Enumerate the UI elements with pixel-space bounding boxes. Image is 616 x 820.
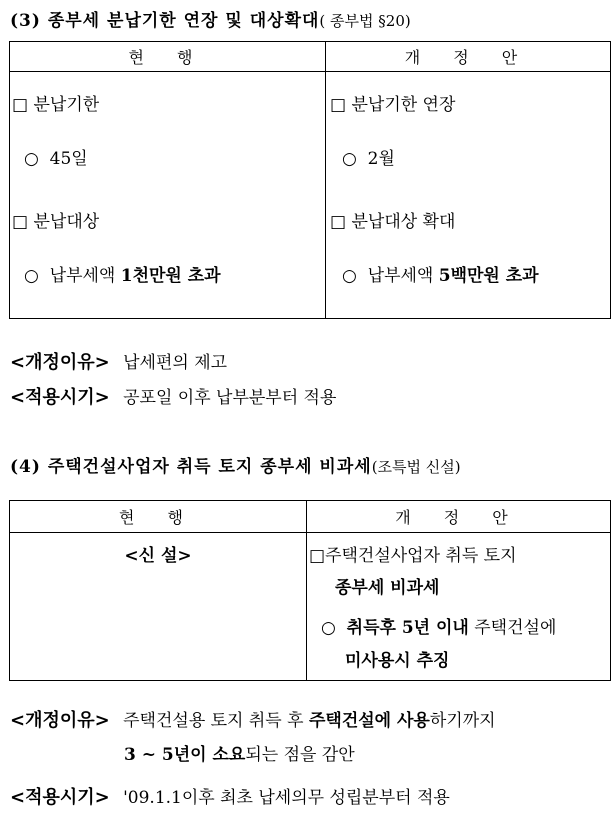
section4-reason-label: <개정이유> <box>10 710 110 731</box>
section3-current-item2-amount: 1천만원 초과 <box>120 266 221 286</box>
section4-revised-item-line2: 종부세 비과세 <box>335 578 440 598</box>
section4-header-current: 현 행 <box>10 501 307 533</box>
section3-revised-item2-prefix: 납부세액 <box>367 266 439 286</box>
section3-title: (3) 종부세 분납기한 연장 및 대상확대( 종부법 §20) <box>10 11 411 31</box>
section4-reason-text-e: 되는 점을 감안 <box>245 745 355 765</box>
section4-revised-cell <box>307 533 611 681</box>
square-bullet-icon: □ <box>309 546 326 566</box>
square-bullet-icon: □ <box>330 212 347 232</box>
circle-bullet-icon: ○ <box>342 149 357 169</box>
section4-header-revised: 개 정 안 <box>307 501 611 533</box>
section4-reason-text-b: 주택건설에 사용 <box>308 711 430 731</box>
section3-apply <box>10 383 336 409</box>
section3-comparison-table <box>9 41 611 319</box>
section4-revised-item-line1: 주택건설사업자 취득 토지 <box>325 546 517 566</box>
section3-header-current: 현 행 <box>10 42 326 72</box>
section4-reason-text-c: 하기까지 <box>429 711 496 731</box>
section3-reason-label: <개정이유> <box>10 352 110 373</box>
section3-header-revised: 개 정 안 <box>326 42 611 72</box>
square-bullet-icon: □ <box>12 212 29 232</box>
section3-current-item1-detail: 45일 <box>49 149 88 169</box>
section3-apply-label: <적용시기> <box>10 387 110 408</box>
section3-reason-text: 납세편의 제고 <box>123 353 228 373</box>
section3-revised-cell <box>326 72 611 319</box>
section4-apply-text: '09.1.1이후 최초 납세의무 성립분부터 적용 <box>123 788 450 808</box>
section4-reason-text-d: 3 ~ 5년이 소요 <box>124 745 246 765</box>
section4-revised-detail-rest: 주택건설에 <box>468 618 557 638</box>
section4-current-cell <box>10 533 307 681</box>
section4-comparison-table <box>9 500 611 681</box>
section3-current-cell <box>10 72 326 319</box>
section3-reason <box>10 348 227 374</box>
square-bullet-icon: □ <box>330 95 347 115</box>
square-bullet-icon: □ <box>12 95 29 115</box>
section4-current-new: <신 설> <box>124 546 192 566</box>
circle-bullet-icon: ○ <box>321 618 336 638</box>
section4-reason-text-a: 주택건설용 토지 취득 후 <box>123 711 309 731</box>
section3-current-item2: 분납대상 <box>33 212 100 232</box>
section4-revised-detail-line2: 미사용시 추징 <box>345 651 450 671</box>
section4-reason-line2 <box>124 740 355 765</box>
circle-bullet-icon: ○ <box>24 149 39 169</box>
section4-title: (4) 주택건설사업자 취득 토지 종부세 비과세(조특법 신설) <box>10 457 461 477</box>
section4-apply <box>10 783 450 809</box>
section3-revised-item1: 분납기한 연장 <box>351 95 456 115</box>
section3-revised-item2: 분납대상 확대 <box>351 212 456 232</box>
section3-revised-item1-detail: 2월 <box>367 149 395 169</box>
section3-current-item1: 분납기한 <box>33 95 100 115</box>
section3-apply-text: 공포일 이후 납부분부터 적용 <box>123 388 337 408</box>
circle-bullet-icon: ○ <box>24 266 39 286</box>
section4-apply-label: <적용시기> <box>10 787 110 808</box>
section4-law-note: (조특법 신설) <box>371 458 461 476</box>
section3-law-note: ( 종부법 §20) <box>319 12 411 30</box>
circle-bullet-icon: ○ <box>342 266 357 286</box>
section3-current-item2-prefix: 납부세액 <box>49 266 121 286</box>
section4-reason <box>10 706 496 732</box>
section3-revised-item2-amount: 5백만원 초과 <box>438 266 539 286</box>
section4-revised-detail-bold: 취득후 5년 이내 <box>346 618 469 638</box>
